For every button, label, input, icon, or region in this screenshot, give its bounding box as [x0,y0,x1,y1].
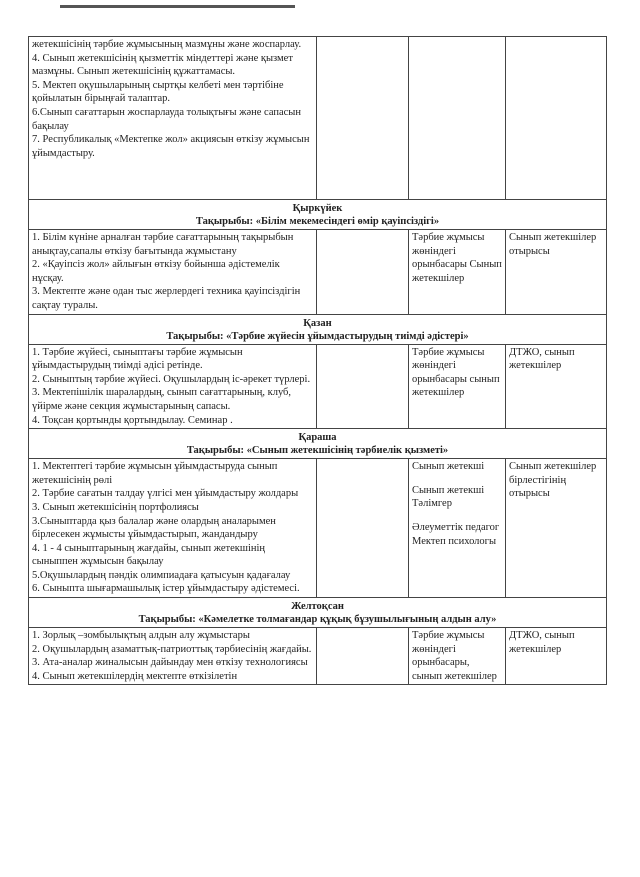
month-title: Қазан [303,317,332,329]
section-header [29,429,607,459]
list-item: 2. Оқушылардың азаматтық-патриоттық тәрбиесінің жағдайы. [32,643,312,655]
venue-cell: ДТЖО, сынып жетекшілер [506,628,607,685]
month-title: Қараша [298,432,337,444]
section-header-row [29,598,607,628]
list-item: 4. 1 - 4 сыныптарының жағдайы, сынып жетекшінің сыныппен жұмысын бақылау [32,542,266,568]
topic-title: «Сынып жетекшісінің тәрбиелік қызметі» [246,445,449,457]
table-row [29,628,607,685]
document-page [28,36,606,685]
list-item: 4. Тоқсан қортынды қортындылау. Семинар . [32,414,233,426]
responsible-cell [409,628,506,685]
list-item: 1. Тәрбие жүйесі, сыныптағы тәрбие жұмысын ұйымдастырудың тиімді әдісі ретінде. [32,346,243,372]
section-header-row [29,314,607,344]
topic-line [32,215,603,228]
list-item: 6. Сыныпта шығармашылық істер ұйымдастыру әдістемесі. [32,583,300,595]
responsible-text: Тәрбие жұмысы жөніндегі орынбасары, сынып жетекшілер [412,630,497,682]
list-item: 2. Тәрбие сағатын талдау үлгісі мен ұйымдастыру жолдары [32,488,299,500]
topic-title: «Тәрбие жүйесін ұйымдастырудың тиімді әдістері» [226,330,469,342]
topic-label: Тақырыбы: [186,445,245,457]
topic-title: «Кәмелетке толмағандар құқық бұзушылығының алдын алу» [198,614,497,626]
section-header [29,598,607,628]
table-row [29,344,607,429]
list-item: жетекшісінің тәрбие жұмысының мазмұны және жоспарлау. [32,39,302,50]
venue-cell: Сынып жетекшілер бірлестігінің отырысы [506,459,607,598]
responsible-text: Тәрбие жұмысы жөніндегі орынбасары сынып жетекшілер [412,346,500,399]
list-item: 3.Сыныптарда қыз балалар және олардың аналарымен бірлесекен жұмысты ұйымдастырып, жандандыру [32,515,276,541]
list-item: 1. Мектептегі тәрбие жұмысын ұйымдастыруда сынып жетекшісінің рөлі [32,461,278,486]
topic-label: Тақырыбы: [195,216,254,227]
plan-table [28,36,607,685]
list-item: 4. Сынып жетекшілердің мектепте өткізілетін [32,670,238,682]
list-item: 2. Сыныптың тәрбие жүйесі. Оқушылардың іс-әрекет түрлері. [32,373,311,385]
section-header-row [29,200,607,230]
empty-cell [506,37,607,200]
responsible-cell [409,344,506,429]
list-item: 7. Республикалық «Мектепке жол» акциясын өткізу жұмысын ұйымдастыру. [32,134,310,159]
empty-cell [317,628,409,685]
responsible-text: Тәрбие жұмысы жөніндегі орынбасары Сынып жетекшілер [412,232,502,284]
list-item: 4. Сынып жетекшісінің қызметтік міндеттері және қызмет мазмұны. Сынып жетекшісінің құжаттамасы. [32,52,293,78]
first-block-items [29,37,317,200]
responsible-cell [409,459,506,598]
list-item: 3. Ата-аналар жиналысын дайындау мен өткізу технологиясы [32,657,308,669]
list-item: 2. «Қауіпсіз жол» айлығын өткізу бойынша әдістемелік нұсқау. [32,259,280,284]
list-item: 1. Зорлық –зомбылықтың алдын алу жұмыстары [32,630,250,642]
responsible-text: Сынып жетекші Тәлімгер [412,484,485,510]
venue-cell: Сынып жетекшілер отырысы [506,230,607,315]
section-header [29,200,607,230]
topic-line [32,444,603,457]
section-items [29,628,317,685]
list-item: 6.Сынып сағаттарын жоспарлауда толықтығы және сапасын бақылау [32,106,301,132]
topic-label: Тақырыбы: [138,614,196,626]
scan-edge-mark [60,5,295,8]
responsible-text: Әлеуметтік педагог Мектеп психологы [412,521,500,547]
list-item: 3. Мектепішілік шаралардың, сынып сағаттарының, клуб, үйірме және секция жұмыстарының сапасы. [32,387,292,412]
empty-cell [409,37,506,200]
responsible-cell [409,230,506,315]
empty-cell [317,459,409,598]
table-row [29,230,607,315]
empty-cell [317,37,409,200]
list-item: 3. Сынып жетекшісінің портфолиясы [32,501,199,513]
table-row [29,459,607,598]
topic-title: «Білім мекемесіндегі өмір қауіпсіздігі» [255,216,440,227]
topic-line [32,330,603,343]
section-items [29,344,317,429]
section-items [29,230,317,315]
table-row [29,37,607,200]
section-items [29,459,317,598]
section-header [29,314,607,344]
topic-label: Тақырыбы: [166,330,224,342]
month-title: Қыркүйек [292,203,343,214]
list-item: 1. Білім күніне арналған тәрбие сағаттарының тақырыбын анықтау,сапалы өткізу бағытында жұмыстану [32,232,294,257]
month-title: Желтоқсан [291,601,344,613]
list-item: 5. Мектеп оқушыларының сыртқы келбеті мен тәртібіне қойылатын бірыңғай талаптар. [32,79,284,105]
section-header-row [29,429,607,459]
empty-cell [317,344,409,429]
venue-cell: ДТЖО, сынып жетекшілер [506,344,607,429]
responsible-text: Сынып жетекші [412,461,485,473]
empty-cell [317,230,409,315]
topic-line [32,613,603,626]
list-item: 5.Оқушылардың пәндік олимпиадаға қатысуын қадағалау [32,569,291,581]
list-item: 3. Мектепте және одан тыс жерлердегі техника қауіпсіздігін сақтау туралы. [32,286,301,311]
